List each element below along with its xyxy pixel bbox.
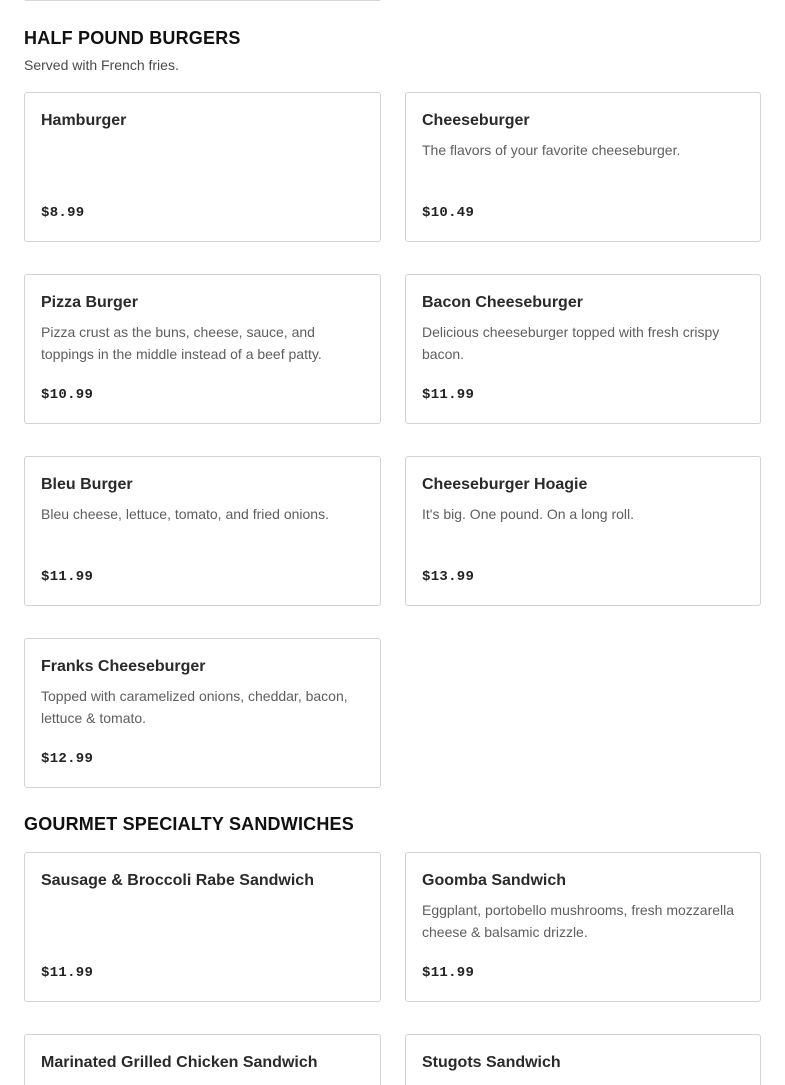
menu-item-card[interactable]: [405, 456, 761, 606]
item-name: Hamburger: [41, 112, 127, 129]
item-price: $11.99: [41, 569, 94, 585]
menu-item-card[interactable]: [24, 1034, 381, 1085]
item-name: Cheeseburger: [422, 112, 530, 129]
item-name: Pizza Burger: [41, 294, 138, 311]
item-price: $12.99: [41, 751, 94, 767]
menu-item-card[interactable]: [405, 92, 761, 242]
item-price: $11.99: [41, 965, 94, 981]
item-description: Bleu cheese, lettuce, tomato, and fried onions.: [41, 506, 329, 522]
section-title: GOURMET SPECIALTY SANDWICHES: [24, 814, 354, 834]
item-price: $10.99: [41, 387, 94, 403]
item-description: Topped with caramelized onions, cheddar, bacon, lettuce & tomato.: [41, 688, 348, 726]
menu-item-card[interactable]: [405, 274, 761, 424]
item-name: Sausage & Broccoli Rabe Sandwich: [41, 872, 314, 889]
menu-item-card[interactable]: [24, 274, 381, 424]
item-price: $10.49: [422, 205, 475, 221]
menu-item-card[interactable]: [24, 456, 381, 606]
item-name: Stugots Sandwich: [422, 1054, 561, 1071]
item-name: Bacon Cheeseburger: [422, 294, 583, 311]
menu-item-card[interactable]: [405, 852, 761, 1002]
item-name: Bleu Burger: [41, 476, 133, 493]
menu-item-card[interactable]: [24, 852, 381, 1002]
item-name: Marinated Grilled Chicken Sandwich: [41, 1054, 318, 1071]
item-name: Franks Cheeseburger: [41, 658, 206, 675]
item-name: Goomba Sandwich: [422, 872, 567, 889]
item-description: Delicious cheeseburger topped with fresh crispy bacon.: [422, 324, 720, 362]
item-price: $11.99: [422, 387, 475, 403]
previous-menu-item-card[interactable]: [24, 0, 381, 1]
menu-item-card[interactable]: [24, 92, 381, 242]
item-price: $11.99: [422, 965, 475, 981]
item-description: Pizza crust as the buns, cheese, sauce, and toppings in the middle instead of a beef patty.: [41, 324, 322, 362]
item-price: $8.99: [41, 205, 85, 221]
item-description: Eggplant, portobello mushrooms, fresh mozzarella cheese & balsamic drizzle.: [422, 902, 735, 940]
menu-item-card[interactable]: [24, 638, 381, 788]
item-name: Cheeseburger Hoagie: [422, 476, 588, 493]
section-subtitle: Served with French fries.: [24, 57, 179, 73]
menu-item-card[interactable]: [405, 1034, 761, 1085]
item-description: The flavors of your favorite cheeseburger.: [422, 142, 681, 158]
section-title: HALF POUND BURGERS: [24, 28, 241, 48]
item-description: It's big. One pound. On a long roll.: [422, 506, 635, 522]
item-price: $13.99: [422, 569, 475, 585]
